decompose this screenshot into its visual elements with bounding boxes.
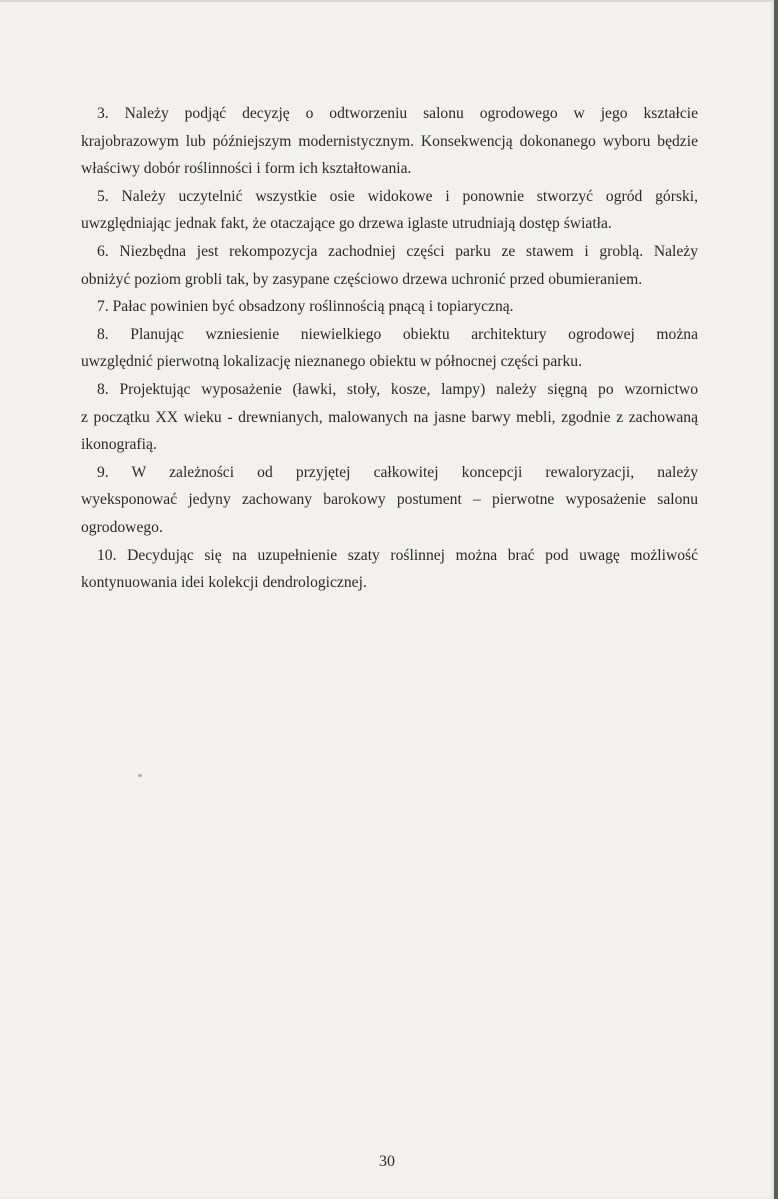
paragraph-continuation: wyeksponować jedyny zachowany barokowy postument – pierwotne wyposażenie salonu ogrodowego. <box>81 491 698 536</box>
paragraph-5 <box>81 183 698 238</box>
paragraph-6 <box>81 238 698 293</box>
paragraph-continuation: uwzględniając jednak fakt, że otaczające go drzewa iglaste utrudniają dostęp światła. <box>81 215 612 233</box>
page-number: 30 <box>379 1153 395 1170</box>
paragraph-first-line: 6. Niezbędna jest rekompozycja zachodniej części parku ze stawem i groblą. Należy <box>97 242 698 260</box>
paper-speck <box>138 774 142 777</box>
paragraph-continuation: obniżyć poziom grobli tak, by zasypane częściowo drzewa uchronić przed obumieraniem. <box>81 270 643 288</box>
paragraph-first-line: 8. Projektując wyposażenie (ławki, stoły, kosze, lampy) należy sięgną po wzornictwo <box>97 380 698 398</box>
paragraph-continuation: krajobrazowym lub późniejszym modernistycznym. Konsekwencją dokonanego wyboru będzie właściwy dobór roślinności i form ich kształtowania. <box>81 132 698 178</box>
paragraph-first-line: 8. Planując wzniesienie niewielkiego obiektu architektury ogrodowej można <box>97 325 698 343</box>
paragraph-continuation: uwzględnić pierwotną lokalizację nieznanego obiektu w północnej części parku. <box>81 353 582 371</box>
paragraph-8a <box>81 321 698 376</box>
paragraph-continuation: z początku XX wieku - drewnianych, malowanych na jasne barwy mebli, zgodnie z zachowaną ikonografią. <box>81 408 698 454</box>
paragraph-first-line: 7. Pałac powinien być obsadzony roślinnością pnącą i topiaryczną. <box>97 298 514 316</box>
paragraph-first-line: 5. Należy uczytelnić wszystkie osie widokowe i ponownie stworzyć ogród górski, <box>97 187 698 205</box>
paragraph-8b <box>81 376 698 459</box>
paragraph-3 <box>81 100 698 183</box>
paragraph-first-line: 3. Należy podjąć decyzję o odtworzeniu salonu ogrodowego w jego kształcie <box>97 105 698 122</box>
paragraph-first-line: 9. W zależności od przyjętej całkowitej koncepcji rewaloryzacji, należy <box>97 463 698 481</box>
paragraph-first-line: 10. Decydując się na uzupełnienie szaty roślinnej można brać pod uwagę możliwość <box>97 546 698 564</box>
paragraph-continuation: kontynuowania idei kolekcji dendrologicznej. <box>81 574 367 592</box>
paragraph-9 <box>81 459 698 542</box>
paragraph-10 <box>81 542 698 597</box>
paragraph-7 <box>89 293 698 321</box>
body-text <box>81 100 698 597</box>
